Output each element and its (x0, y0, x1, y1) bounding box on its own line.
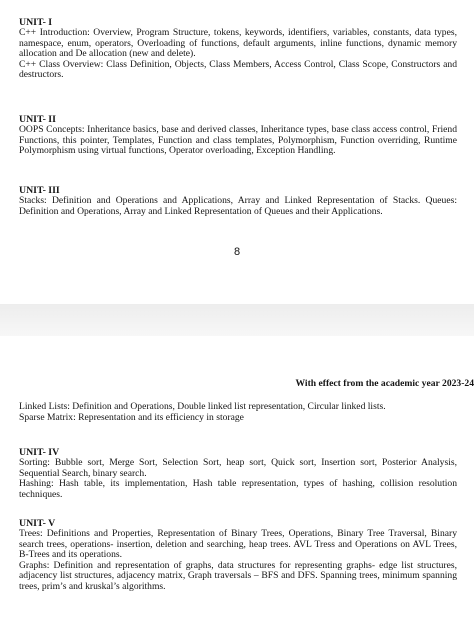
unit-4-sorting: Sorting: Bubble sort, Merge Sort, Selection Sort, heap sort, Quick sort, Insertion sort, Posterior Analysis, Sequential Search, binary search. (19, 457, 457, 479)
unit-3-stacks-queues: Stacks: Definition and Operations and Applications, Array and Linked Representation of Stacks. Queues: Definition and Operations, Array and Linked Representation of Queues and their Applications. (19, 195, 457, 217)
unit-5-section (19, 518, 457, 593)
page-separator (0, 304, 474, 336)
unit-2-heading: UNIT- II (19, 114, 56, 125)
unit-3-section (19, 185, 457, 217)
continued-section (19, 402, 457, 423)
unit-2-section (19, 114, 457, 157)
unit-5-heading: UNIT- V (19, 518, 56, 529)
unit-4-hashing: Hashing: Hash table, its implementation, Hash table representation, types of hashing, collision resolution techniques. (19, 478, 457, 500)
sparse-matrix-text: Sparse Matrix: Representation and its efficiency in storage (19, 411, 244, 423)
unit-1-section (19, 17, 457, 81)
academic-year-note: With effect from the academic year 2023-24 (295, 378, 474, 389)
unit-2-oops-concepts: OOPS Concepts: Inheritance basics, base and derived classes, Inheritance types, base class access control, Friend Functions, this pointer, Templates, Function and class templates, Polymorphism, Function overriding, Runtime Polymorphism using virtual functions, Operator overloading, Exception Handling. (19, 124, 457, 157)
unit-1-class-overview: C++ Class Overview: Class Definition, Objects, Class Members, Access Control, Class Scope, Constructors and destructors. (19, 58, 457, 81)
unit-4-heading: UNIT- IV (19, 447, 60, 458)
unit-5-trees: Trees: Definitions and Properties, Representation of Binary Trees, Operations, Binary Tree Traversal, Binary search trees, operations- insertion, deletion and searching, heap trees. AVL Tress and Operations on AVL Trees, B-Trees and its operations. (19, 528, 457, 561)
linked-lists-text: Linked Lists: Definition and Operations, Double linked list representation, Circular linked lists. (19, 401, 386, 412)
unit-1-cpp-introduction: C++ Introduction: Overview, Program Structure, tokens, keywords, identifiers, variables, constants, data types, namespace, enum, operators, Overloading of functions, default arguments, inline functions, dynamic memory allocation and De allocation (new and delete). (19, 27, 457, 60)
unit-1-heading: UNIT- I (19, 17, 53, 28)
unit-4-section (19, 447, 457, 500)
unit-5-graphs: Graphs: Definition and representation of graphs, data structures for representing graphs- edge list structures, adjacency list structures, adjacency matrix, Graph traversals – BFS and DFS. Spanning trees, minimum spanning trees, prim’s and kruskal’s algorithms. (19, 559, 457, 592)
page-number: 8 (233, 246, 241, 258)
unit-3-heading: UNIT- III (19, 185, 60, 196)
